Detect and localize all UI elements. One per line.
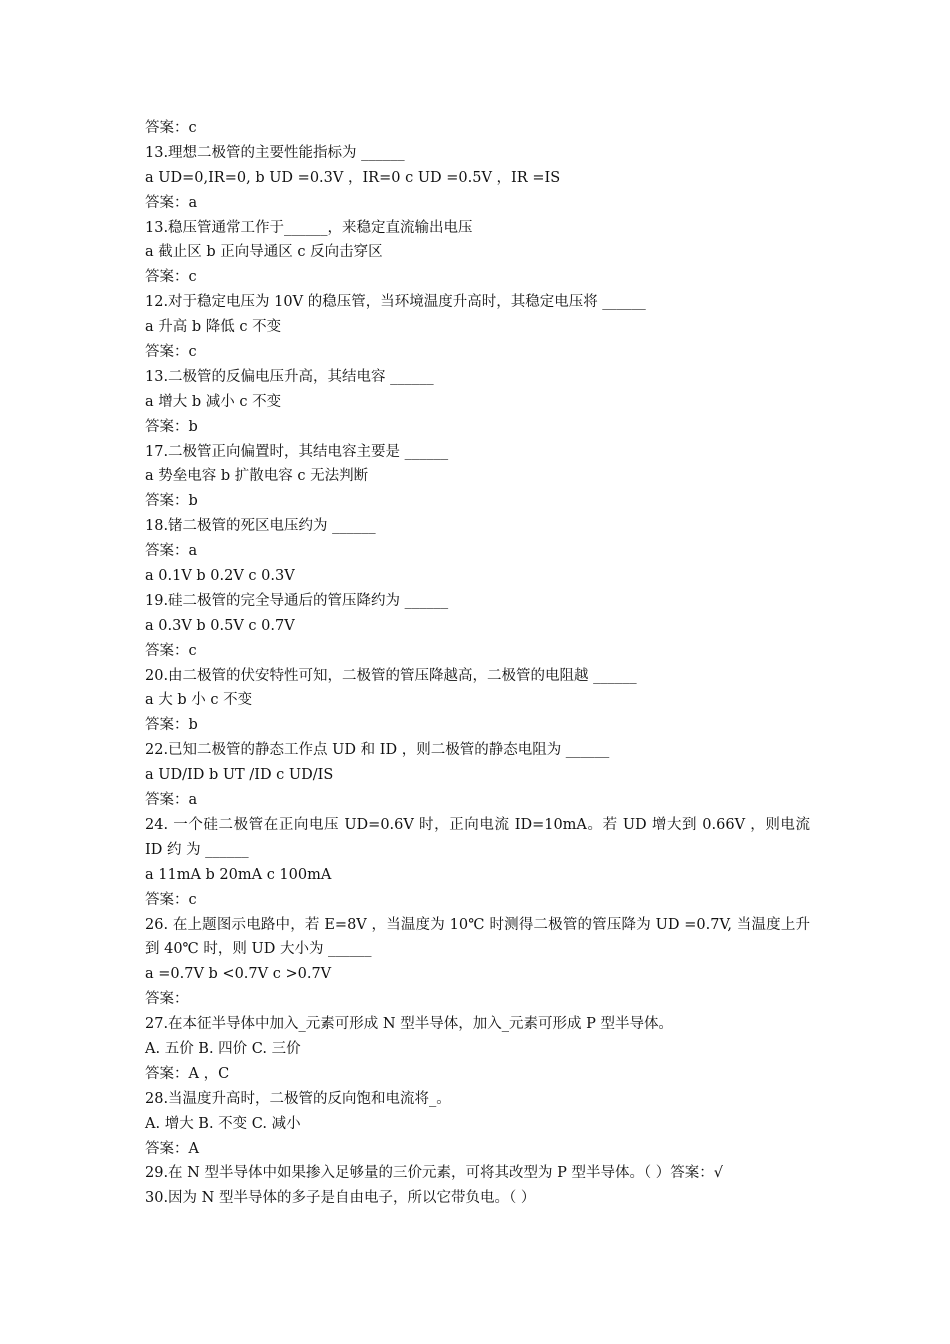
answer-line: 答案：c: [145, 642, 197, 659]
question-29-true-false: 29.在 N 型半导体中如果掺入足够量的三价元素，可将其改型为 P 型半导体。（ ）答案：√: [145, 1165, 724, 1182]
options-line: a UD/ID b UT /ID c UD/IS: [145, 767, 334, 784]
question-13-zener-region: 13.稳压管通常工作于______，来稳定直流输出电压: [145, 219, 473, 236]
answer-line: 答案：: [145, 991, 189, 1008]
question-13-junction-capacitance: 13.二极管的反偏电压升高，其结电容 ______: [145, 368, 434, 385]
question-28-reverse-saturation: 28.当温度升高时，二极管的反向饱和电流将_。: [145, 1090, 451, 1107]
options-line: a 势垒电容 b 扩散电容 c 无法判断: [145, 468, 369, 485]
question-22-static-resistance: 22.已知二极管的静态工作点 UD 和 ID ，则二极管的静态电阻为 ______: [145, 742, 610, 759]
answer-line: 答案：c: [145, 120, 197, 136]
answer-line: 答案：b: [145, 717, 198, 734]
question-26-temperature-drop: 26. 在上题图示电路中，若 E=8V ，当温度为 10℃ 时测得二极管的管压降为 UD =0.7V, 当温度上升到 40℃ 时，则 UD 大小为 ______: [145, 916, 810, 958]
question-17-forward-bias-capacitance: 17.二极管正向偏置时，其结电容主要是 ______: [145, 443, 449, 460]
question-19-silicon-voltage-drop: 19.硅二极管的完全导通后的管压降约为 ______: [145, 592, 449, 609]
options-line: A. 五价 B. 四价 C. 三价: [145, 1041, 301, 1058]
options-line: a 0.3V b 0.5V c 0.7V: [145, 617, 295, 634]
options-line: a UD=0,IR=0, b UD =0.3V ，IR=0 c UD =0.5V ，IR =IS: [145, 169, 561, 186]
options-line: a 11mA b 20mA c 100mA: [145, 866, 332, 883]
answer-line: 答案：b: [145, 493, 198, 510]
question-30-true-false: 30.因为 N 型半导体的多子是自由电子，所以它带负电。（ ）: [145, 1190, 536, 1207]
options-line: A. 增大 B. 不变 C. 减小: [145, 1115, 301, 1132]
answer-line: 答案：c: [145, 344, 197, 361]
answer-line: 答案：a: [145, 792, 198, 809]
answer-line: 答案：a: [145, 543, 198, 560]
options-line: a 截止区 b 正向导通区 c 反向击穿区: [145, 244, 383, 261]
answer-line: 答案：c: [145, 269, 197, 286]
options-line: a 大 b 小 c 不变: [145, 692, 253, 709]
options-line: a 增大 b 减小 c 不变: [145, 393, 282, 410]
options-line: a 升高 b 降低 c 不变: [145, 319, 282, 336]
answer-line: 答案：b: [145, 418, 198, 435]
options-line: a 0.1V b 0.2V c 0.3V: [145, 568, 295, 585]
options-line: a =0.7V b <0.7V c >0.7V: [145, 966, 332, 983]
question-27-doping: 27.在本征半导体中加入_元素可形成 N 型半导体，加入_元素可形成 P 型半导体。: [145, 1016, 673, 1033]
question-12-zener-temperature: 12.对于稳定电压为 10V 的稳压管，当环境温度升高时，其稳定电压将 ______: [145, 294, 646, 311]
question-13-ideal-diode: 13.理想二极管的主要性能指标为 ______: [145, 144, 405, 161]
answer-line: 答案：A ，C: [145, 1065, 230, 1082]
document-text: [145, 116, 810, 1211]
answer-line: 答案：c: [145, 891, 197, 908]
question-20-diode-resistance: 20.由二极管的伏安特性可知，二极管的管压降越高，二极管的电阻越 ______: [145, 667, 637, 684]
question-18-germanium-dead-zone: 18.锗二极管的死区电压约为 ______: [145, 518, 376, 535]
answer-line: 答案：A: [145, 1140, 199, 1157]
answer-line: 答案：a: [145, 194, 198, 211]
question-24-forward-current: 24. 一个硅二极管在正向电压 UD=0.6V 时，正向电流 ID=10mA。若 UD 增大到 0.66V ，则电流 ID 约 为 ______: [145, 816, 810, 858]
